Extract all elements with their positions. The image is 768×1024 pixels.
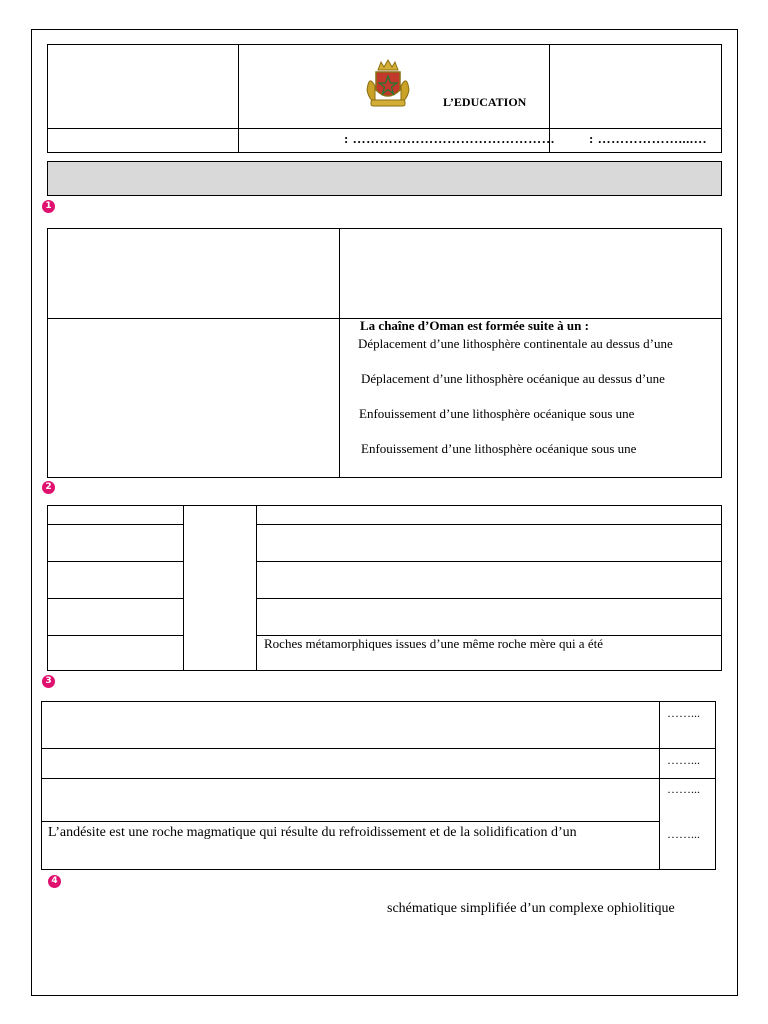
header-col-divider-1 [238,44,239,153]
section2-row-divider-2 [47,561,184,562]
answer-dots-4: ……... [667,827,700,841]
section4-caption: schématique simplifiée d’un complexe ophiolitique [387,901,675,916]
section-marker-2: 2 [42,481,55,494]
section3-row-divider-1 [41,748,716,749]
section3-table [41,701,716,870]
header-row-divider [47,128,722,129]
section2-col-divider-2 [256,505,257,671]
section2-row-divider-1b [256,524,722,525]
option-3: Enfouissement d’une lithosphère océanique sous une [359,406,635,421]
section2-row-divider-4 [47,635,184,636]
section1-col-divider [339,228,340,478]
option-4: Enfouissement d’une lithosphère océanique sous une [361,441,637,456]
option-2: Déplacement d’une lithosphère océanique au dessus d’une [361,371,665,386]
answer-dots-2: ……... [667,753,700,767]
section-marker-3: 3 [42,675,55,688]
section2-row-divider-3b [256,598,722,599]
exam-title-bar [47,161,722,196]
section2-row-divider-1 [47,524,184,525]
section-marker-1: 1 [42,200,55,213]
section-marker-4: 4 [48,875,61,888]
section3-col-divider [659,701,660,870]
header-field-2: : ………………....… [589,131,708,146]
section3-statement-4: L’andésite est une roche magmatique qui résulte du refroidissement et de la solidification d’un [48,825,577,840]
section2-row4-text: Roches métamorphiques issues d’une même roche mère qui a été [264,636,603,651]
header-field-1: : ……………………………………… [344,131,556,146]
answer-dots-3: ……... [667,782,700,796]
question-title: La chaîne d’Oman est formée suite à un : [360,318,589,333]
section3-row-divider-3 [41,821,660,822]
section2-col-divider-1 [183,505,184,671]
section3-row-divider-2 [41,778,716,779]
royal-coat-of-arms-icon [361,56,415,110]
section2-row-divider-2b [256,561,722,562]
section2-row-divider-3 [47,598,184,599]
option-1: Déplacement d’une lithosphère continentale au dessus d’une [358,336,673,351]
answer-dots-1: ……... [667,706,700,720]
ministry-text: L’EDUCATION [443,95,527,109]
